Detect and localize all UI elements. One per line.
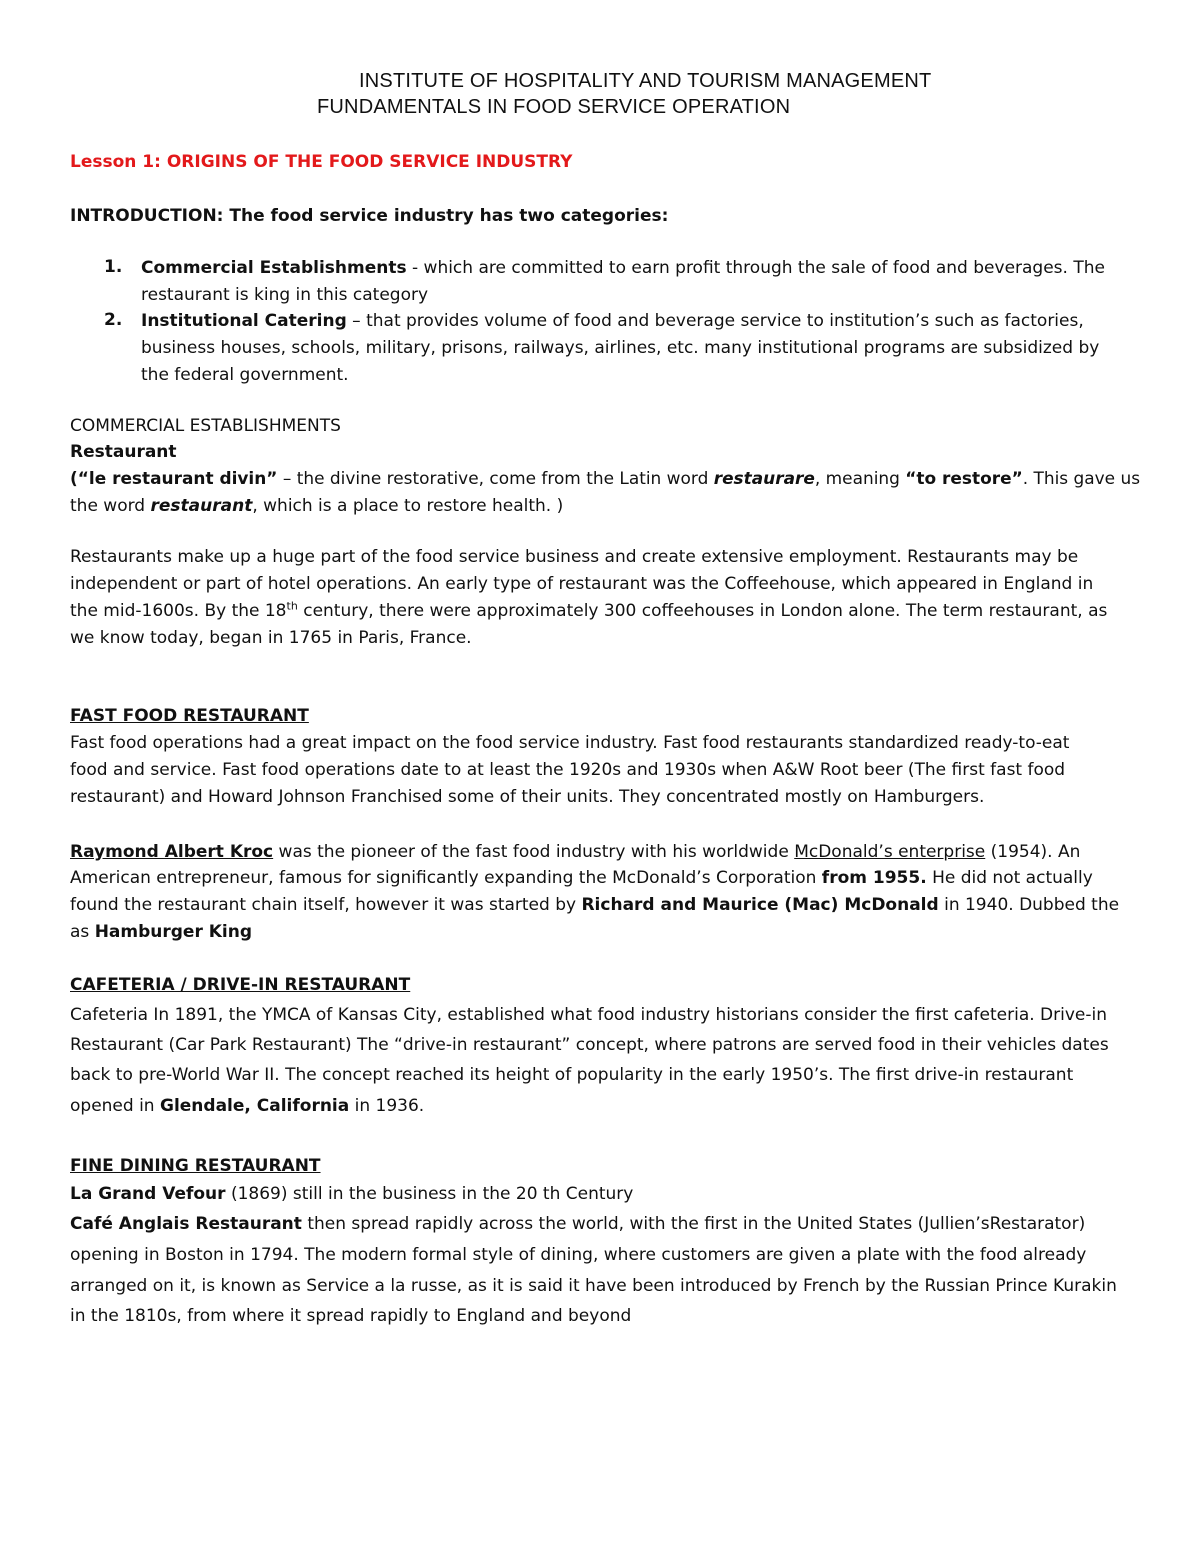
restaurant-paragraph-line-3: the mid-1600s. By the 18th century, there were approximately 300 coffeehouses in London alone. The term restaurant, as: [70, 599, 1108, 621]
fast-food-heading: FAST FOOD RESTAURANT: [70, 706, 309, 726]
list-item-1-term: Commercial Establishments: [141, 258, 407, 278]
list-item-1-text: - which are committed to earn profit through the sale of food and beverages. The: [406, 258, 1105, 278]
list-item-1-line-1: [141, 257, 1105, 279]
fine-dining-line-5: in the 1810s, from where it spread rapidly to England and beyond: [70, 1306, 632, 1326]
restaurant-subheading: Restaurant: [70, 442, 177, 462]
cafeteria-line-1: Cafeteria In 1891, the YMCA of Kansas City, established what food industry historians consider the first cafeteria. Drive-in: [70, 1005, 1107, 1025]
list-number-1: 1.: [104, 257, 123, 277]
fast-food-line-3: restaurant) and Howard Johnson Franchised some of their units. They concentrated mostly on Hamburgers.: [70, 787, 985, 807]
cafeteria-line-3: back to pre-World War II. The concept reached its height of popularity in the early 1950’s. The first drive-in restaurant: [70, 1065, 1074, 1085]
fast-food-line-1: Fast food operations had a great impact on the food service industry. Fast food restaurants standardized ready-to-eat: [70, 733, 1070, 753]
restaurant-paragraph-line-4: we know today, began in 1765 in Paris, France.: [70, 628, 472, 648]
introduction-line: INTRODUCTION: The food service industry has two categories:: [70, 206, 669, 226]
cafeteria-heading: CAFETERIA / DRIVE-IN RESTAURANT: [70, 975, 411, 995]
list-item-2-text: – that provides volume of food and beverage service to institution’s such as factories,: [346, 311, 1084, 331]
institute-title: INSTITUTE OF HOSPITALITY AND TOURISM MANAGEMENT: [359, 70, 932, 92]
kroc-line-4: as Hamburger King: [70, 922, 253, 942]
course-title: FUNDAMENTALS IN FOOD SERVICE OPERATION: [317, 96, 791, 118]
list-item-2-line-3: the federal government.: [141, 365, 349, 385]
fine-dining-line-1: La Grand Vefour (1869) still in the business in the 20 th Century: [70, 1184, 634, 1204]
restaurant-paragraph-line-1: Restaurants make up a huge part of the food service business and create extensive employment. Restaurants may be: [70, 547, 1079, 567]
lesson-title: Lesson 1: ORIGINS OF THE FOOD SERVICE INDUSTRY: [70, 152, 573, 172]
mcdonalds-enterprise-link[interactable]: McDonald’s enterprise: [794, 842, 986, 862]
restaurant-definition-line-1: (“le restaurant divin” – the divine restorative, come from the Latin word restaurare, meaning “to restore”. This gave us: [70, 469, 1141, 489]
kroc-line-3: found the restaurant chain itself, however it was started by Richard and Maurice (Mac) McDonald in 1940. Dubbed the: [70, 895, 1120, 915]
kroc-name: Raymond Albert Kroc: [70, 842, 274, 862]
commercial-heading: COMMERCIAL ESTABLISHMENTS: [70, 416, 341, 436]
restaurant-paragraph-line-2: independent or part of hotel operations. An early type of restaurant was the Coffeehouse, which appeared in England in: [70, 574, 1094, 594]
restaurant-definition-line-2: the word restaurant, which is a place to restore health. ): [70, 496, 564, 516]
cafeteria-line-2: Restaurant (Car Park Restaurant) The “drive-in restaurant” concept, where patrons are served food in their vehicles dates: [70, 1035, 1109, 1055]
list-item-2-term: Institutional Catering: [141, 311, 347, 331]
list-number-2: 2.: [104, 310, 123, 330]
fine-dining-line-2: Café Anglais Restaurant then spread rapidly across the world, with the first in the United States (Jullien’sRestarator): [70, 1214, 1086, 1234]
kroc-line-2: American entrepreneur, famous for significantly expanding the McDonald’s Corporation from 1955. He did not actually: [70, 868, 1093, 888]
cafeteria-line-4: opened in Glendale, California in 1936.: [70, 1096, 425, 1116]
kroc-line-1: Raymond Albert Kroc was the pioneer of the fast food industry with his worldwide McDonald’s enterprise (1954). An: [70, 842, 1081, 862]
fine-dining-heading: FINE DINING RESTAURANT: [70, 1156, 321, 1176]
list-item-1-line-2: restaurant is king in this category: [141, 285, 429, 305]
fine-dining-line-3: opening in Boston in 1794. The modern formal style of dining, where customers are given a plate with the food already: [70, 1245, 1087, 1265]
list-item-2-line-2: business houses, schools, military, prisons, railways, airlines, etc. many institutional programs are subsidized by: [141, 338, 1100, 358]
fast-food-line-2: food and service. Fast food operations date to at least the 1920s and 1930s when A&W Root beer (The first fast food: [70, 760, 1066, 780]
list-item-2-line-1: [141, 310, 1084, 332]
fine-dining-line-4: arranged on it, is known as Service a la russe, as it is said it have been introduced by French by the Russian Prince Kurakin: [70, 1276, 1117, 1296]
